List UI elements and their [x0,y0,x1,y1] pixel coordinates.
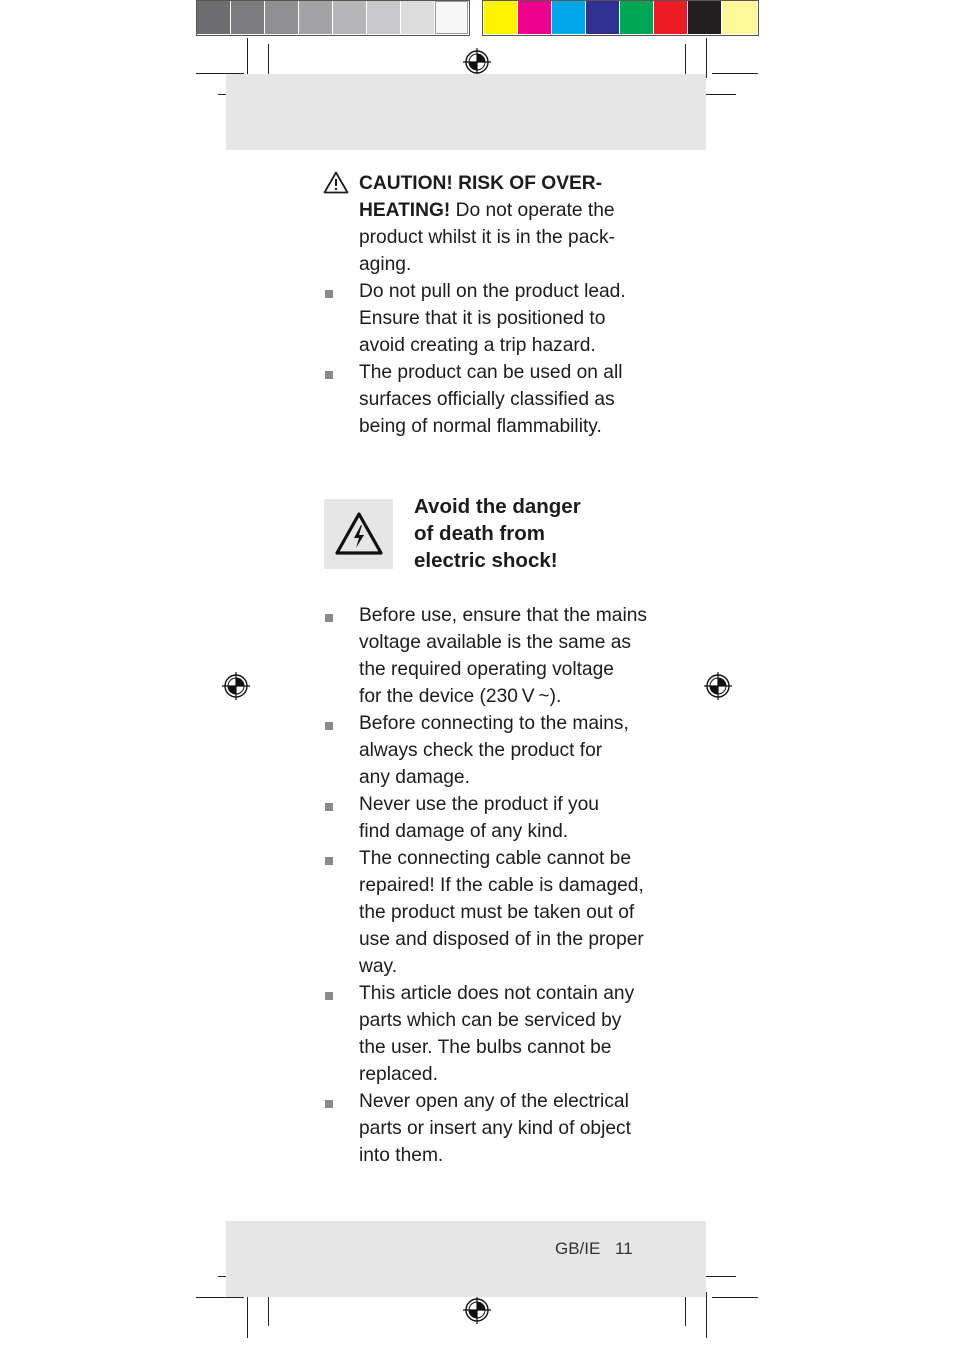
caution-triangle-icon [323,171,349,194]
black-swatch [688,1,721,34]
yellow-swatch [484,1,517,34]
list-item-line: Ensure that it is positioned to [359,308,606,329]
shock-icon-box [324,499,393,569]
list-item-line: find damage of any kind. [359,821,569,842]
registration-target-icon [463,48,491,76]
danger-heading-line: electric shock! [414,549,558,572]
list-item-line: Before connecting to the mains, [359,713,629,734]
grey-swatch [299,1,332,34]
caution-heading-cont: HEATING! [359,200,451,221]
list-item-line: the user. The bulbs cannot be [359,1037,612,1058]
list-item [359,1088,649,1169]
grey-swatch [231,1,264,34]
list-item-line: avoid creating a trip hazard. [359,335,596,356]
bullet-marker [325,803,333,811]
list-item-line: repaired! If the cable is damaged, [359,875,644,896]
list-item [359,791,649,845]
cyan-swatch [552,1,585,34]
list-item-line: parts which can be serviced by [359,1010,622,1031]
list-item-line: Never use the product if you [359,794,599,815]
blue-swatch [586,1,619,34]
electric-shock-warning-icon [334,511,384,556]
pale-yellow-swatch [722,1,757,34]
list-item [359,710,649,791]
list-item [359,602,649,710]
registration-target-icon [704,672,732,700]
danger-heading-line: Avoid the danger [414,495,581,518]
list-item [359,980,649,1088]
list-item-line: the product must be taken out of [359,902,635,923]
header-band [226,74,706,150]
footer-region-label: GB/IE [555,1239,601,1258]
caution-text-line: product whilst it is in the pack- [359,227,615,248]
grey-swatch [197,1,230,34]
list-item-line: the required operating voltage [359,659,614,680]
grey-swatch [435,1,468,34]
bullet-marker [325,857,333,865]
list-item-line: replaced. [359,1064,438,1085]
green-swatch [620,1,653,34]
danger-heading-line: of death from [414,522,545,545]
grey-swatch [333,1,366,34]
list-item [359,278,649,359]
list-item-line: being of normal flammability. [359,416,602,437]
list-item-line: parts or insert any kind of object [359,1118,631,1139]
caution-text: Do not operate the [455,200,615,221]
registration-target-icon [222,672,250,700]
grey-swatch [367,1,400,34]
list-item-line: Never open any of the electrical [359,1091,629,1112]
list-item-line: voltage available is the same as [359,632,631,653]
grey-swatch [265,1,298,34]
caution-paragraph [359,170,649,278]
bullet-marker [325,614,333,622]
danger-heading [414,493,644,574]
list-item-line: use and disposed of in the proper [359,929,644,950]
list-item-line: way. [359,956,398,977]
bullet-marker [325,290,333,298]
bullet-marker [325,992,333,1000]
list-item-line: Do not pull on the product lead. [359,281,626,302]
list-item-line: for the device (230 V ~). [359,686,562,707]
caution-text-line: aging. [359,254,412,275]
list-item-line: Before use, ensure that the mains [359,605,647,626]
red-swatch [654,1,687,34]
list-item [359,845,649,980]
list-item-line: The product can be used on all [359,362,623,383]
list-item-line: any damage. [359,767,470,788]
magenta-swatch [518,1,551,34]
list-item-line: surfaces officially classified as [359,389,615,410]
list-item [359,359,649,440]
caution-heading: CAUTION! RISK OF OVER- [359,173,603,194]
list-item-line: into them. [359,1145,444,1166]
bullet-marker [325,722,333,730]
registration-target-icon [463,1296,491,1324]
page-number: 11 [615,1239,633,1258]
grey-swatch [401,1,434,34]
list-item-line: The connecting cable cannot be [359,848,632,869]
footer-band [226,1221,706,1297]
list-item-line: This article does not contain any [359,983,635,1004]
bullet-marker [325,1100,333,1108]
bullet-marker [325,371,333,379]
list-item-line: always check the product for [359,740,603,761]
